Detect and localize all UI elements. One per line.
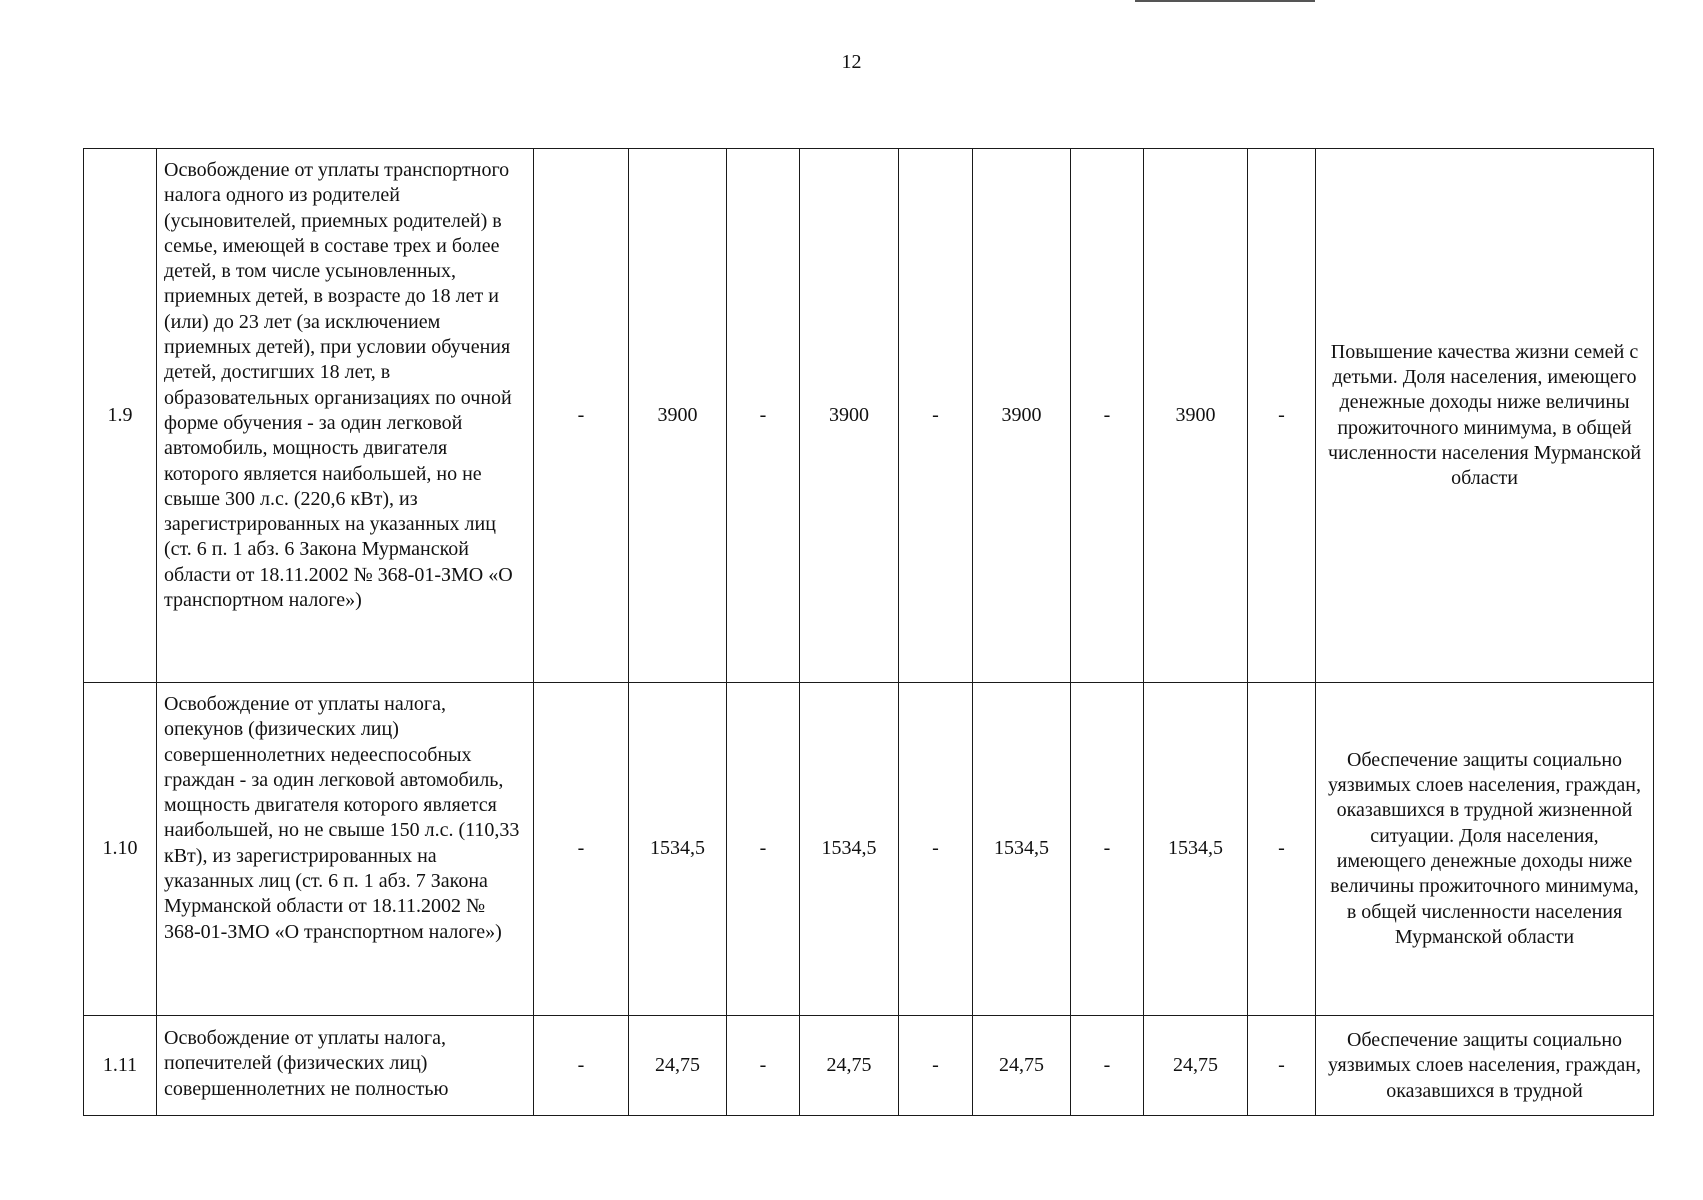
benefits-table	[83, 148, 1654, 1116]
value-cell: 1534,5	[629, 683, 727, 1016]
goal-description: Обеспечение защиты социально уязвимых слоев населения, граждан, оказавшихся в трудной жизненной ситуации. Доля населения, имеющего денежные доходы ниже величины прожиточного минимума, в общей численности населения Мурманской области	[1316, 683, 1654, 1016]
table-row	[84, 683, 1654, 1016]
value-cell: -	[899, 683, 973, 1016]
page-number: 12	[841, 51, 862, 73]
row-number: 1.11	[84, 1016, 157, 1116]
benefit-description: Освобождение от уплаты налога, опекунов (физических лиц) совершеннолетних недееспособных граждан - за один легковой автомобиль, мощность двигателя которого является наибольшей, но не свыше 150 л.с. (110,33 кВт), из зарегистрированных на указанных лиц (ст. 6 п. 1 абз. 7 Закона Мурманской области от 18.11.2002 № 368-01-ЗМО «О транспортном налоге»)	[157, 683, 534, 1016]
value-cell: -	[534, 1016, 629, 1116]
value-cell: -	[534, 683, 629, 1016]
value-cell: -	[534, 149, 629, 683]
value-cell: -	[727, 1016, 800, 1116]
goal-description: Повышение качества жизни семей с детьми. Доля населения, имеющего денежные доходы ниже величины прожиточного минимума, в общей численности населения Мурманской области	[1316, 149, 1654, 683]
value-cell: 3900	[973, 149, 1071, 683]
value-cell: 24,75	[973, 1016, 1071, 1116]
value-cell: 1534,5	[1144, 683, 1248, 1016]
value-cell: -	[727, 683, 800, 1016]
value-cell: -	[1248, 683, 1316, 1016]
value-cell: 3900	[800, 149, 899, 683]
value-cell: -	[1071, 683, 1144, 1016]
table-row	[84, 1016, 1654, 1116]
value-cell: 24,75	[629, 1016, 727, 1116]
goal-description: Обеспечение защиты социально уязвимых слоев населения, граждан, оказавшихся в трудной	[1316, 1016, 1654, 1116]
row-number: 1.9	[84, 149, 157, 683]
table-row	[84, 149, 1654, 683]
value-cell: -	[1071, 149, 1144, 683]
row-number: 1.10	[84, 683, 157, 1016]
value-cell: -	[899, 1016, 973, 1116]
benefit-description: Освобождение от уплаты транспортного налога одного из родителей (усыновителей, приемных родителей) в семье, имеющей в составе трех и более детей, в том числе усыновленных, приемных детей, в возрасте до 18 лет и (или) до 23 лет (за исключением приемных детей), при условии обучения детей, достигших 18 лет, в образовательных организациях по очной форме обучения - за один легковой автомобиль, мощность двигателя которого является наибольшей, но не свыше 300 л.с. (220,6 кВт), из зарегистрированных на указанных лиц (ст. 6 п. 1 абз. 6 Закона Мурманской области от 18.11.2002 № 368-01-ЗМО «О транспортном налоге»)	[157, 149, 534, 683]
value-cell: 1534,5	[973, 683, 1071, 1016]
value-cell: 24,75	[1144, 1016, 1248, 1116]
benefit-description: Освобождение от уплаты налога, попечителей (физических лиц) совершеннолетних не полностью	[157, 1016, 534, 1116]
value-cell: -	[1248, 149, 1316, 683]
value-cell: 3900	[629, 149, 727, 683]
value-cell: 1534,5	[800, 683, 899, 1016]
value-cell: -	[899, 149, 973, 683]
value-cell: -	[1248, 1016, 1316, 1116]
value-cell: -	[727, 149, 800, 683]
value-cell: -	[1071, 1016, 1144, 1116]
value-cell: 3900	[1144, 149, 1248, 683]
value-cell: 24,75	[800, 1016, 899, 1116]
scan-edge-mark	[1135, 0, 1315, 2]
